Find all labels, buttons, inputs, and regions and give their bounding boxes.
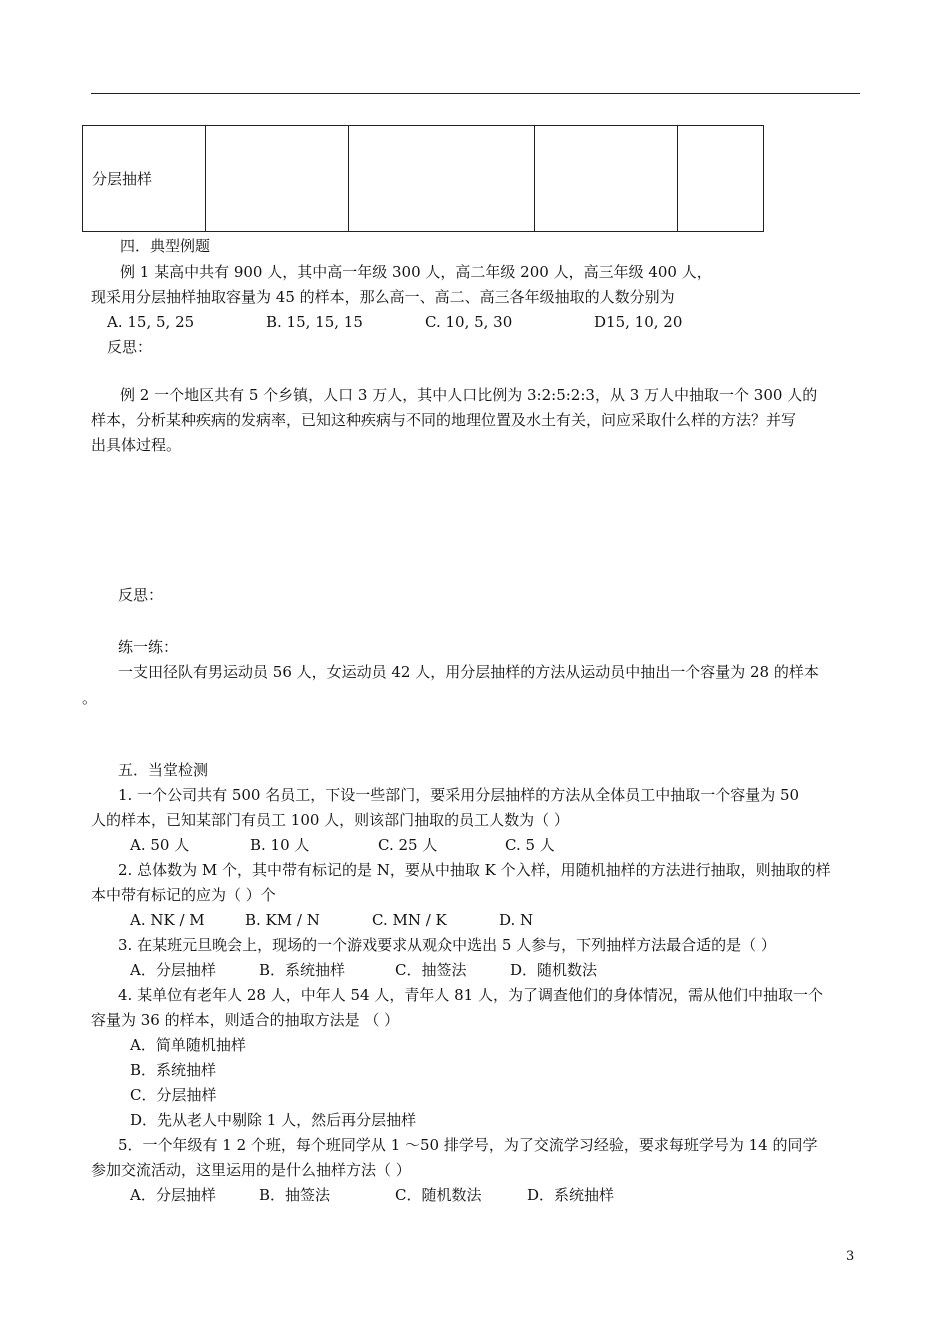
table-cell-label: 分层抽样 <box>83 126 206 232</box>
example1-line2: 现采用分层抽样抽取容量为 45 的样本，那么高一、高二、高三各年级抽取的人数分别为 <box>91 288 675 306</box>
q3-option-a: A．分层抽样 <box>130 961 216 979</box>
example1-line1: 例 1 某高中共有 900 人，其中高一年级 300 人，高二年级 200 人，高三年级 400 人， <box>120 263 712 281</box>
example1-option-c: C. 10, 5, 30 <box>425 313 513 331</box>
q5-option-b: B．抽签法 <box>259 1186 331 1204</box>
table-row <box>83 126 764 232</box>
q3-line1: 3. 在某班元旦晚会上，现场的一个游戏要求从观众中选出 5 人参与，下列抽样方法最合适的是（ ） <box>118 936 776 954</box>
q3-option-b: B．系统抽样 <box>259 961 346 979</box>
q4-line2: 容量为 36 的样本，则适合的抽取方法是 （ ） <box>91 1011 400 1029</box>
table-cell <box>349 126 535 232</box>
q2-line1: 2. 总体数为 M 个，其中带有标记的是 N，要从中抽取 K 个入样，用随机抽样的方法进行抽取，则抽取的样 <box>118 861 831 879</box>
q3-option-c: C．抽签法 <box>395 961 467 979</box>
sampling-table <box>82 125 764 232</box>
q4-line1: 4. 某单位有老年人 28 人，中年人 54 人，青年人 81 人，为了调查他们的身体情况，需从他们中抽取一个 <box>118 986 823 1004</box>
q5-option-a: A．分层抽样 <box>130 1186 216 1204</box>
q2-option-b: B. KM / N <box>245 911 320 929</box>
page-number: 3 <box>846 1249 855 1264</box>
section4-heading: 四．典型例题 <box>120 237 211 255</box>
q3-option-d: D．随机数法 <box>510 961 598 979</box>
header-rule <box>91 93 860 94</box>
example2-reflect: 反思： <box>118 586 164 604</box>
practice-title: 练一练： <box>118 638 179 656</box>
q4-option-d: D．先从老人中剔除 1 人，然后再分层抽样 <box>130 1111 417 1129</box>
q1-line2: 人的样本，已知某部门有员工 100 人，则该部门抽取的员工人数为（ ） <box>91 811 569 829</box>
q5-line1: 5．一个年级有 1 2 个班，每个班同学从 1 ～50 排学号，为了交流学习经验，要求每班学号为 14 的同学 <box>118 1136 818 1154</box>
example1-option-b: B. 15, 15, 15 <box>266 313 363 331</box>
q2-line2: 本中带有标记的应为（ ）个 <box>91 886 276 904</box>
practice-line2: 。 <box>82 689 98 707</box>
q4-option-c: C．分层抽样 <box>130 1086 217 1104</box>
q1-option-b: B. 10 人 <box>250 836 310 854</box>
table-cell <box>206 126 349 232</box>
q1-option-c: C. 25 人 <box>378 836 438 854</box>
q4-option-a: A．简单随机抽样 <box>130 1036 246 1054</box>
q1-option-a: A. 50 人 <box>130 836 190 854</box>
q1-line1: 1. 一个公司共有 500 名员工，下设一些部门，要采用分层抽样的方法从全体员工中抽取一个容量为 50 <box>118 786 800 804</box>
example1-option-a: A. 15, 5, 25 <box>107 313 195 331</box>
table-cell <box>678 126 764 232</box>
table-cell <box>535 126 678 232</box>
q5-option-d: D．系统抽样 <box>527 1186 615 1204</box>
example1-reflect: 反思： <box>107 338 153 356</box>
q4-option-b: B．系统抽样 <box>130 1061 217 1079</box>
example2-line2: 样本，分析某种疾病的发病率，已知这种疾病与不同的地理位置及水土有关，问应采取什么样的方法？并写 <box>91 411 797 429</box>
practice-line1: 一支田径队有男运动员 56 人，女运动员 42 人，用分层抽样的方法从运动员中抽出一个容量为 28 的样本 <box>118 663 819 681</box>
q1-option-d: C. 5 人 <box>505 836 555 854</box>
example2-line1: 例 2 一个地区共有 5 个乡镇，人口 3 万人，其中人口比例为 3:2:5:2:3，从 3 万人中抽取一个 300 人的 <box>120 386 818 404</box>
q2-option-d: D. N <box>499 911 534 929</box>
q2-option-c: C. MN / K <box>372 911 447 929</box>
q5-option-c: C．随机数法 <box>395 1186 482 1204</box>
example2-line3: 出具体过程。 <box>91 436 182 454</box>
example1-option-d: D15, 10, 20 <box>594 313 683 331</box>
q2-option-a: A. NK / M <box>130 911 205 929</box>
section5-heading: 五．当堂检测 <box>118 761 209 779</box>
q5-line2: 参加交流活动，这里运用的是什么抽样方法（ ） <box>91 1161 411 1179</box>
